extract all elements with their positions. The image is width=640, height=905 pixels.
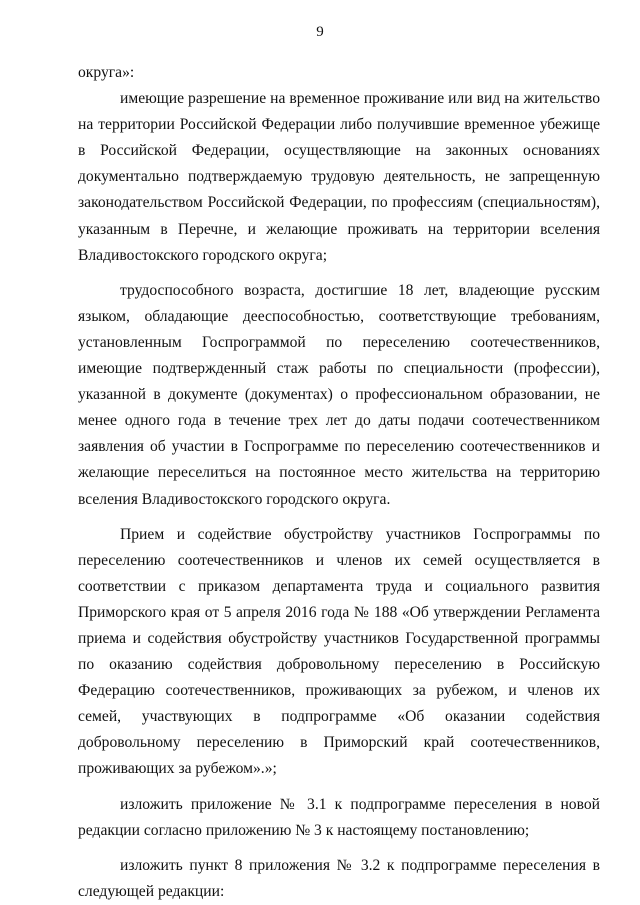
- paragraph-residence-permit: имеющие разрешение на временное проживание или вид на жительство на территории Российской Федерации либо получившие временное убежище в Российской Федерации, осуществляющие на законных основаниях документально подтверждаемую трудовую деятельность, не запрещенную законодательством Российской Федерации, по профессиям (специальностям), указанным в Перечне, и желающие проживать на территории вселения Владивостокского городского округа;: [78, 90, 600, 264]
- document-body: [78, 60, 600, 905]
- paragraph-reception-assistance: Прием и содействие обустройству участников Госпрограммы по переселению соотечественников и членов их семей осуществляется в соответствии с приказом департамента труда и социального развития Приморского края от 5 апреля 2016 года № 188 «Об утверждении Регламента приема и содействия обустройству участников Государственной программы по оказанию содействия добровольному переселению в Российскую Федерацию соотечественников, проживающих за рубежом, и членов их семей, участвующих в подпрограмме «Об оказании содействия добровольному переселению в Приморский край соотечественников, проживающих за рубежом».»;: [78, 525, 600, 778]
- paragraph-appendix-3-2-item-8: изложить пункт 8 приложения № 3.2 к подпрограмме переселения в следующей редакции:: [78, 856, 600, 900]
- paragraph-appendix-3-1: изложить приложение № 3.1 к подпрограмме переселения в новой редакции согласно приложению № 3 к настоящему постановлению;: [78, 795, 600, 839]
- page-number: 9: [316, 24, 324, 40]
- paragraph-okruga-continuation: округа»:: [78, 64, 135, 81]
- paragraph-working-age: трудоспособного возраста, достигшие 18 лет, владеющие русским языком, обладающие дееспособностью, соответствующие требованиям, установленным Госпрограммой по переселению соотечественников, имеющие подтвержденный стаж работы по специальности (профессии), указанной в документе (документах) о профессиональном образовании, не менее одного года в течение трех лет до даты подачи соотечественником заявления об участии в Госпрограмме по переселению соотечественников и желающие переселиться на постоянное место жительства на территорию вселения Владивостокского городского округа.: [78, 281, 600, 508]
